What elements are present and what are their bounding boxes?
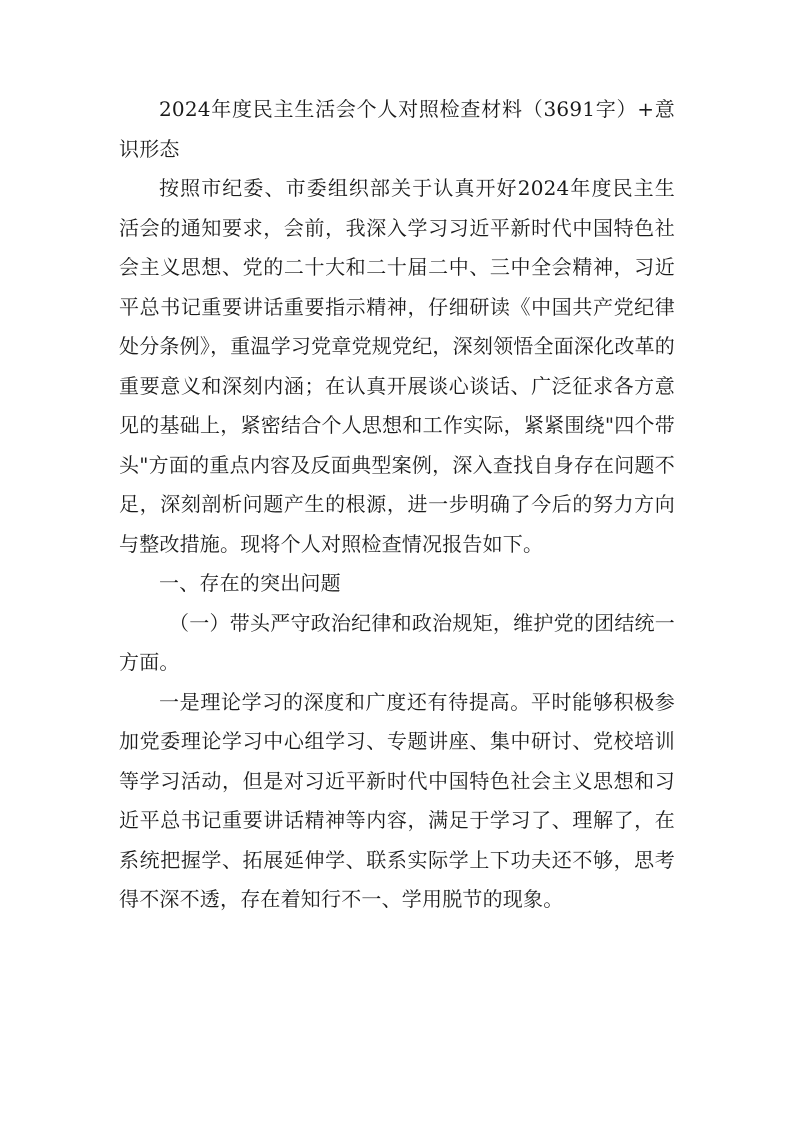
- document-body: [119, 90, 675, 920]
- section-heading: 一、存在的突出问题: [159, 571, 341, 595]
- body-paragraph: 一是理论学习的深度和广度还有待提高。平时能够积极参加党委理论学习中心组学习、专题讲座、集中研讨、党校培训等学习活动，但是对习近平新时代中国特色社会主义思想和习近平总书记重要讲话精神等内容，满足于学习了、理解了，在系统把握学、拓展延伸学、联系实际学上下功夫还不够，思考得不深不透，存在着知行不一、学用脱节的现象。: [119, 689, 675, 911]
- document-title: 2024年度民主生活会个人对照检查材料（3691字）+意识形态: [119, 97, 675, 161]
- subsection-heading: （一）带头严守政治纪律和政治规矩，维护党的团结统一方面。: [119, 610, 675, 674]
- intro-paragraph: 按照市纪委、市委组织部关于认真开好2024年度民主生活会的通知要求，会前，我深入学习习近平新时代中国特色社会主义思想、党的二十大和二十届二中、三中全会精神，习近平总书记重要讲话重要指示精神，仔细研读《中国共产党纪律处分条例》，重温学习党章党规党纪，深刻领悟全面深化改革的重要意义和深刻内涵；在认真开展谈心谈话、广泛征求各方意见的基础上，紧密结合个人思想和工作实际，紧紧围绕"四个带头"方面的重点内容及反面典型案例，深入查找自身存在问题不足，深刻剖析问题产生的根源，进一步明确了今后的努力方向与整改措施。现将个人对照检查情况报告如下。: [119, 176, 675, 556]
